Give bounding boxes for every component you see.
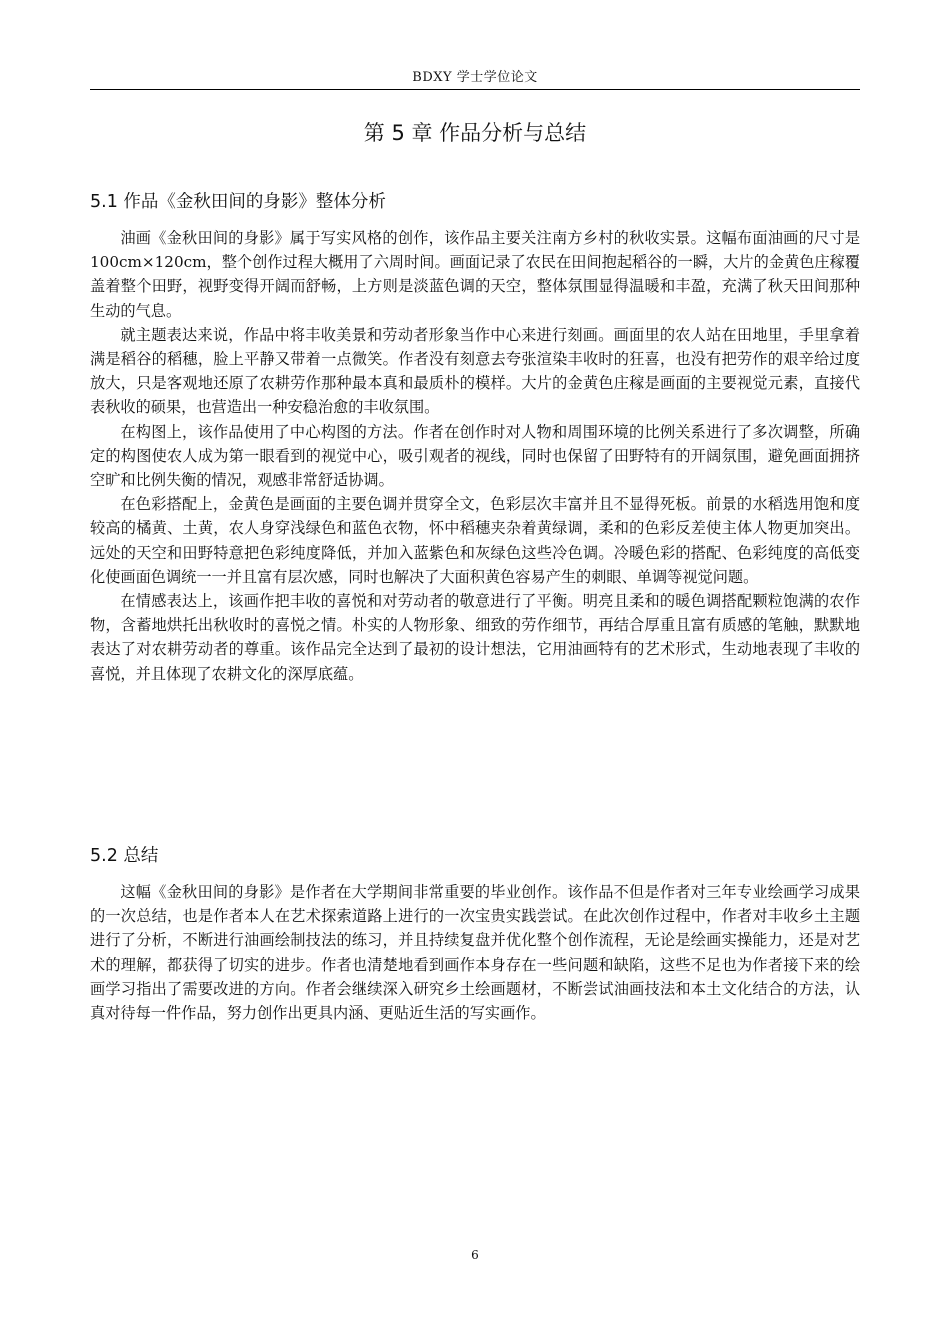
paragraph: 这幅《金秋田间的身影》是作者在大学期间非常重要的毕业创作。该作品不但是作者对三年专业绘画学习成果的一次总结，也是作者本人在艺术探索道路上进行的一次宝贵实践尝试。在此次创作过程中，作者对丰收乡土主题进行了分析，不断进行油画绘制技法的练习，并且持续复盘并优化整个创作流程，无论是绘画实操能力，还是对艺术的理解，都获得了切实的进步。作者也清楚地看到画作本身存在一些问题和缺陷，这些不足也为作者接下来的绘画学习指出了需要改进的方向。作者会继续深入研究乡土绘画题材，不断尝试油画技法和本土文化结合的方法，认真对待每一件作品，努力创作出更具内涵、更贴近生活的写实画作。 [90, 883, 860, 1023]
section-heading-5-1: 5.1 作品《金秋田间的身影》整体分析 [90, 192, 386, 212]
section-heading-5-2: 5.2 总结 [90, 846, 159, 866]
paragraph: 油画《金秋田间的身影》属于写实风格的创作，该作品主要关注南方乡村的秋收实景。这幅布面油画的尺寸是 100cm×120cm，整个创作过程大概用了六周时间。画面记录了农民在田间抱起稻谷的一瞬，大片的金黄色庄稼覆盖着整个田野，视野变得开阔而舒畅，上方则是淡蓝色调的天空，整体氛围显得温暖和丰盈，充满了秋天田间那种生动的气息。 [90, 229, 860, 320]
paragraph: 在色彩搭配上，金黄色是画面的主要色调并贯穿全文，色彩层次丰富并且不显得死板。前景的水稻选用饱和度较高的橘黄、土黄，农人身穿浅绿色和蓝色衣物，怀中稻穗夹杂着黄绿调，柔和的色彩反差使主体人物更加突出。远处的天空和田野特意把色彩纯度降低，并加入蓝紫色和灰绿色这些冷色调。冷暖色彩的搭配、色彩纯度的高低变化使画面色调统一一并且富有层次感，同时也解决了大面积黄色容易产生的刺眼、单调等视觉问题。 [90, 495, 860, 586]
section-body-5-2 [90, 880, 860, 1025]
paragraph: 就主题表达来说，作品中将丰收美景和劳动者形象当作中心来进行刻画。画面里的农人站在田地里，手里拿着满是稻谷的稻穗，脸上平静又带着一点微笑。作者没有刻意去夸张渲染丰收时的狂喜，也没有把劳作的艰辛给过度放大，只是客观地还原了农耕劳作那种最本真和最质朴的模样。大片的金黄色庄稼是画面的主要视觉元素，直接代表秋收的硕果，也营造出一种安稳治愈的丰收氛围。 [90, 325, 860, 417]
running-header: BDXY 学士学位论文 [412, 70, 538, 85]
header-rule [90, 89, 860, 90]
chapter-title: 第 5 章 作品分析与总结 [363, 121, 587, 145]
paragraph: 在构图上，该作品使用了中心构图的方法。作者在创作时对人物和周围环境的比例关系进行了多次调整，所确定的构图使农人成为第一眼看到的视觉中心，吸引观者的视线，同时也保留了田野特有的开阔氛围，避免画面拥挤空旷和比例失衡的情况，观感非常舒适协调。 [90, 422, 860, 490]
paragraph: 在情感表达上，该画作把丰收的喜悦和对劳动者的敬意进行了平衡。明亮且柔和的暖色调搭配颗粒饱满的农作物，含蓄地烘托出秋收时的喜悦之情。朴实的人物形象、细致的劳作细节，再结合厚重且富有质感的笔触，默默地表达了对农耕劳动者的尊重。该作品完全达到了最初的设计想法，它用油画特有的艺术形式，生动地表现了丰收的喜悦，并且体现了农耕文化的深厚底蕴。 [90, 592, 860, 683]
section-body-5-1 [90, 226, 860, 686]
page-number: 6 [471, 1248, 479, 1262]
